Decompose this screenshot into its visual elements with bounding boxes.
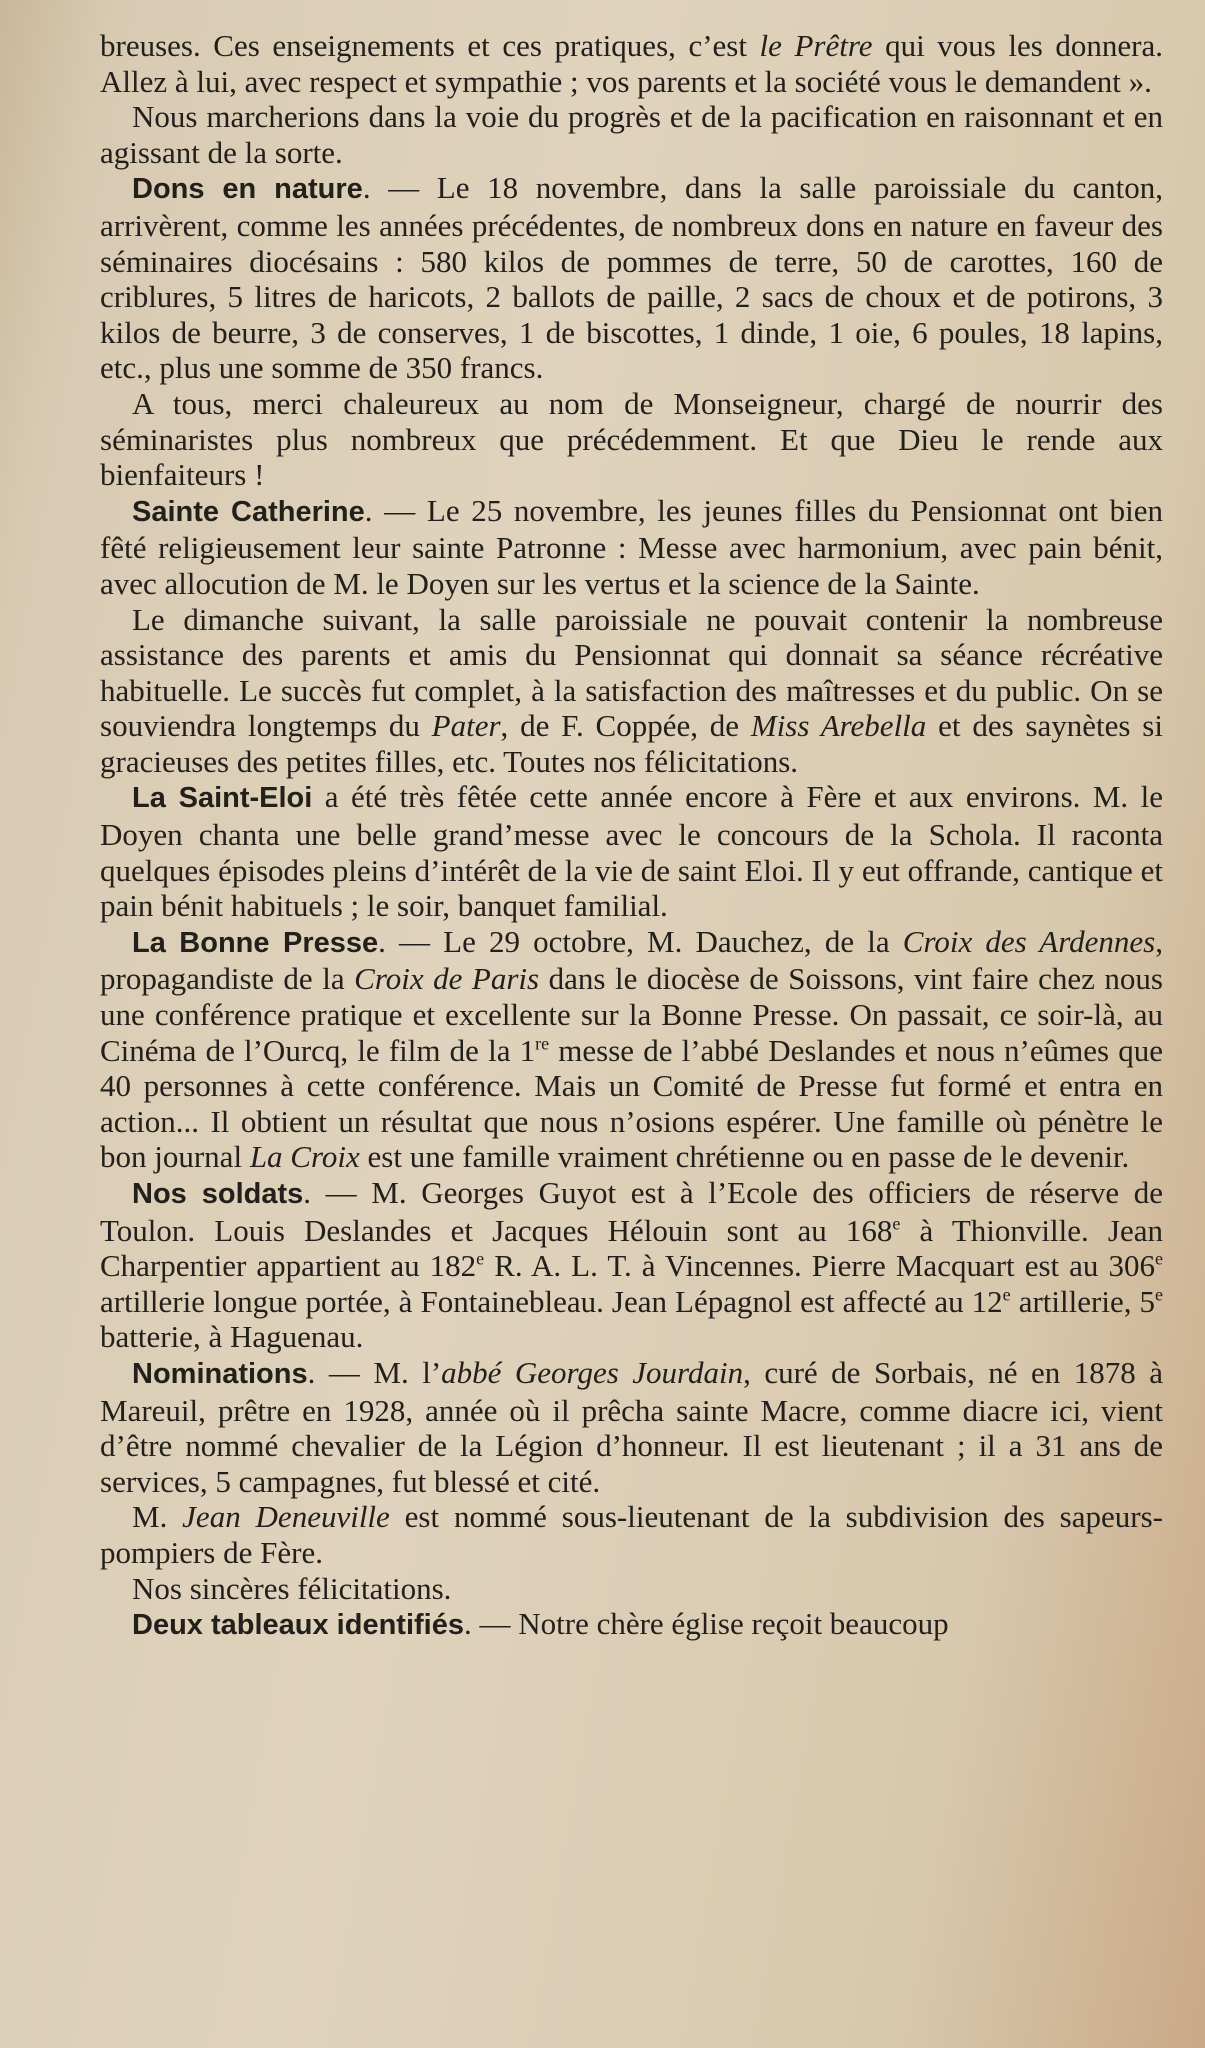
para-merci <box>100 386 1163 493</box>
superscript: e <box>1155 1248 1163 1269</box>
body-text: Nos sincères félicitations. <box>132 1570 452 1606</box>
body-text: artillerie longue portée, à Fontainebleau. Jean Lépagnol est affecté au 12 <box>100 1283 1003 1319</box>
superscript: re <box>535 1033 550 1054</box>
para-deneuville <box>100 1499 1163 1570</box>
body-text: , propagandiste de la <box>100 923 1163 997</box>
para-bonne-presse <box>100 924 1163 1175</box>
italic-text: abbé Georges Jourdain <box>441 1354 744 1390</box>
para-deux-tableaux <box>100 1606 1163 1644</box>
body-text: . — M. l’ <box>307 1354 442 1390</box>
section-heading: Sainte Catherine <box>132 495 365 528</box>
body-text: . — Le 25 novembre, les jeunes filles du Pensionnat ont bien fêté religieusement leur sainte Patronne : Messe avec harmonium, avec pain bénit, avec allocution de M. le Doyen sur les vertus et la science de la Sainte. <box>100 492 1164 601</box>
para-saint-eloi <box>100 779 1163 923</box>
body-text: Le dimanche suivant, la salle paroissiale ne pouvait contenir la nombreuse assistance des parents et amis du Pensionnat qui donnait sa séance récréative habituelle. Le succès fut complet, à la satisfaction des maîtresses et du public. On se souviendra longtemps du <box>100 601 1163 744</box>
body-text: breuses. Ces enseignements et ces pratiques, c’est <box>100 28 760 63</box>
body-text: est nommé sous-lieutenant de la subdivision des sapeurs-pompiers de Fère. <box>100 1499 1163 1570</box>
body-text: batterie, à Haguenau. <box>100 1319 364 1355</box>
body-text: . — Le 18 novembre, dans la salle paroissiale du canton, arrivèrent, comme les années précédentes, de nombreux dons en nature en faveur des séminaires diocésains : 580 kilos de pommes de terre, 50 de carottes, 160 de criblures, 5 litres de haricots, 2 ballots de paille, 2 sacs de choux et de potirons, 3 kilos de beurre, 3 de conserves, 1 de biscottes, 1 dinde, 1 oie, 6 poules, 18 lapins, etc., plus une somme de 350 francs. <box>100 170 1163 386</box>
body-text: et des saynètes si gracieuses des petites filles, etc. Toutes nos félicitations. <box>100 708 1163 779</box>
body-text: , curé de Sorbais, né en 1878 à Mareuil, prêtre en 1928, année où il prêcha sainte Macre, comme diacre ici, vient d’être nommé chevalier de la Légion d’honneur. Il est lieutenant ; il a 31 ans de services, 5 campagnes, fut blessé et cité. <box>100 1354 1163 1499</box>
body-text: a été très fêtée cette année encore à Fère et aux environs. M. le Doyen chanta une belle grand’messe avec le concours de la Schola. Il raconta quelques épisodes pleins d’intérêt de la vie de saint Eloi. Il y eut offrande, cantique et pain bénit habituels ; le soir, banquet familial. <box>100 779 1163 924</box>
italic-text: Miss Arebella <box>750 708 927 744</box>
document-page <box>100 28 1163 1644</box>
body-text: artillerie, 5 <box>1010 1283 1155 1319</box>
body-text: . — Le 29 octobre, M. Dauchez, de la <box>378 923 903 959</box>
body-text: est une famille vraiment chrétienne ou en passe de le devenir. <box>359 1139 1130 1175</box>
superscript: e <box>1002 1284 1011 1305</box>
body-text: à Thionville. Jean Charpentier appartient au 182 <box>100 1212 1163 1284</box>
body-text: . — Notre chère église reçoit beaucoup <box>464 1606 949 1642</box>
italic-text: La Croix <box>249 1139 360 1175</box>
para-dons-en-nature <box>100 170 1163 386</box>
superscript: e <box>476 1248 485 1269</box>
para-felicitations <box>100 1571 1163 1607</box>
para-nos-soldats <box>100 1175 1163 1355</box>
body-text: . — M. Georges Guyot est à l’Ecole des officiers de réserve de Toulon. Louis Deslandes et Jacques Hélouin sont au 168 <box>100 1175 1163 1248</box>
body-text: Nous marcherions dans la voie du progrès et de la pacification en raisonnant et en agissant de la sorte. <box>100 99 1163 170</box>
section-heading: Dons en nature <box>132 173 363 206</box>
section-heading: Nos soldats <box>132 1178 304 1210</box>
body-text: dans le diocèse de Soissons, vint faire chez nous une conférence pratique et excellente sur la Bonne Presse. On passait, ce soir-là, au Cinéma de l’Ourcq, le film de la 1 <box>100 961 1163 1068</box>
superscript: e <box>892 1213 901 1234</box>
superscript: e <box>1155 1284 1163 1305</box>
para-sainte-catherine <box>100 493 1163 602</box>
body-text: , de F. Coppée, de <box>500 708 751 744</box>
section-heading: Deux tableaux identifiés <box>132 1609 464 1642</box>
para-continuation <box>100 28 1163 99</box>
italic-text: Croix des Ardennes <box>902 923 1156 959</box>
body-text: R. A. L. T. à Vincennes. Pierre Macquart est au 306 <box>484 1248 1155 1284</box>
section-heading: La Saint-Eloi <box>132 782 313 815</box>
body-text: messe de l’abbé Deslandes et nous n’eûmes que 40 personnes à cette conférence. Mais un Comité de Presse fut formé et entra en action... Il obtient un résultat que nous n’osions espérer. Une famille où pénètre le bon journal <box>100 1032 1163 1175</box>
body-text: qui vous les donnera. Allez à lui, avec respect et sympathie ; vos parents et la société vous le demandent ». <box>100 28 1163 99</box>
italic-text: Croix de Paris <box>354 961 540 997</box>
italic-text: Pater <box>431 708 501 744</box>
para-dimanche-suivant <box>100 602 1163 780</box>
italic-text: Jean Deneuville <box>182 1499 390 1535</box>
section-heading: Nominations <box>132 1357 308 1390</box>
italic-text: le Prêtre <box>759 28 873 63</box>
body-text: M. <box>132 1499 183 1535</box>
body-text: A tous, merci chaleureux au nom de Monseigneur, chargé de nourrir des séminaristes plus nombreux que précédemment. Et que Dieu le rende aux bienfaiteurs ! <box>100 385 1163 493</box>
section-heading: La Bonne Presse <box>132 926 379 959</box>
para-progress <box>100 99 1163 170</box>
para-nominations <box>100 1355 1163 1499</box>
